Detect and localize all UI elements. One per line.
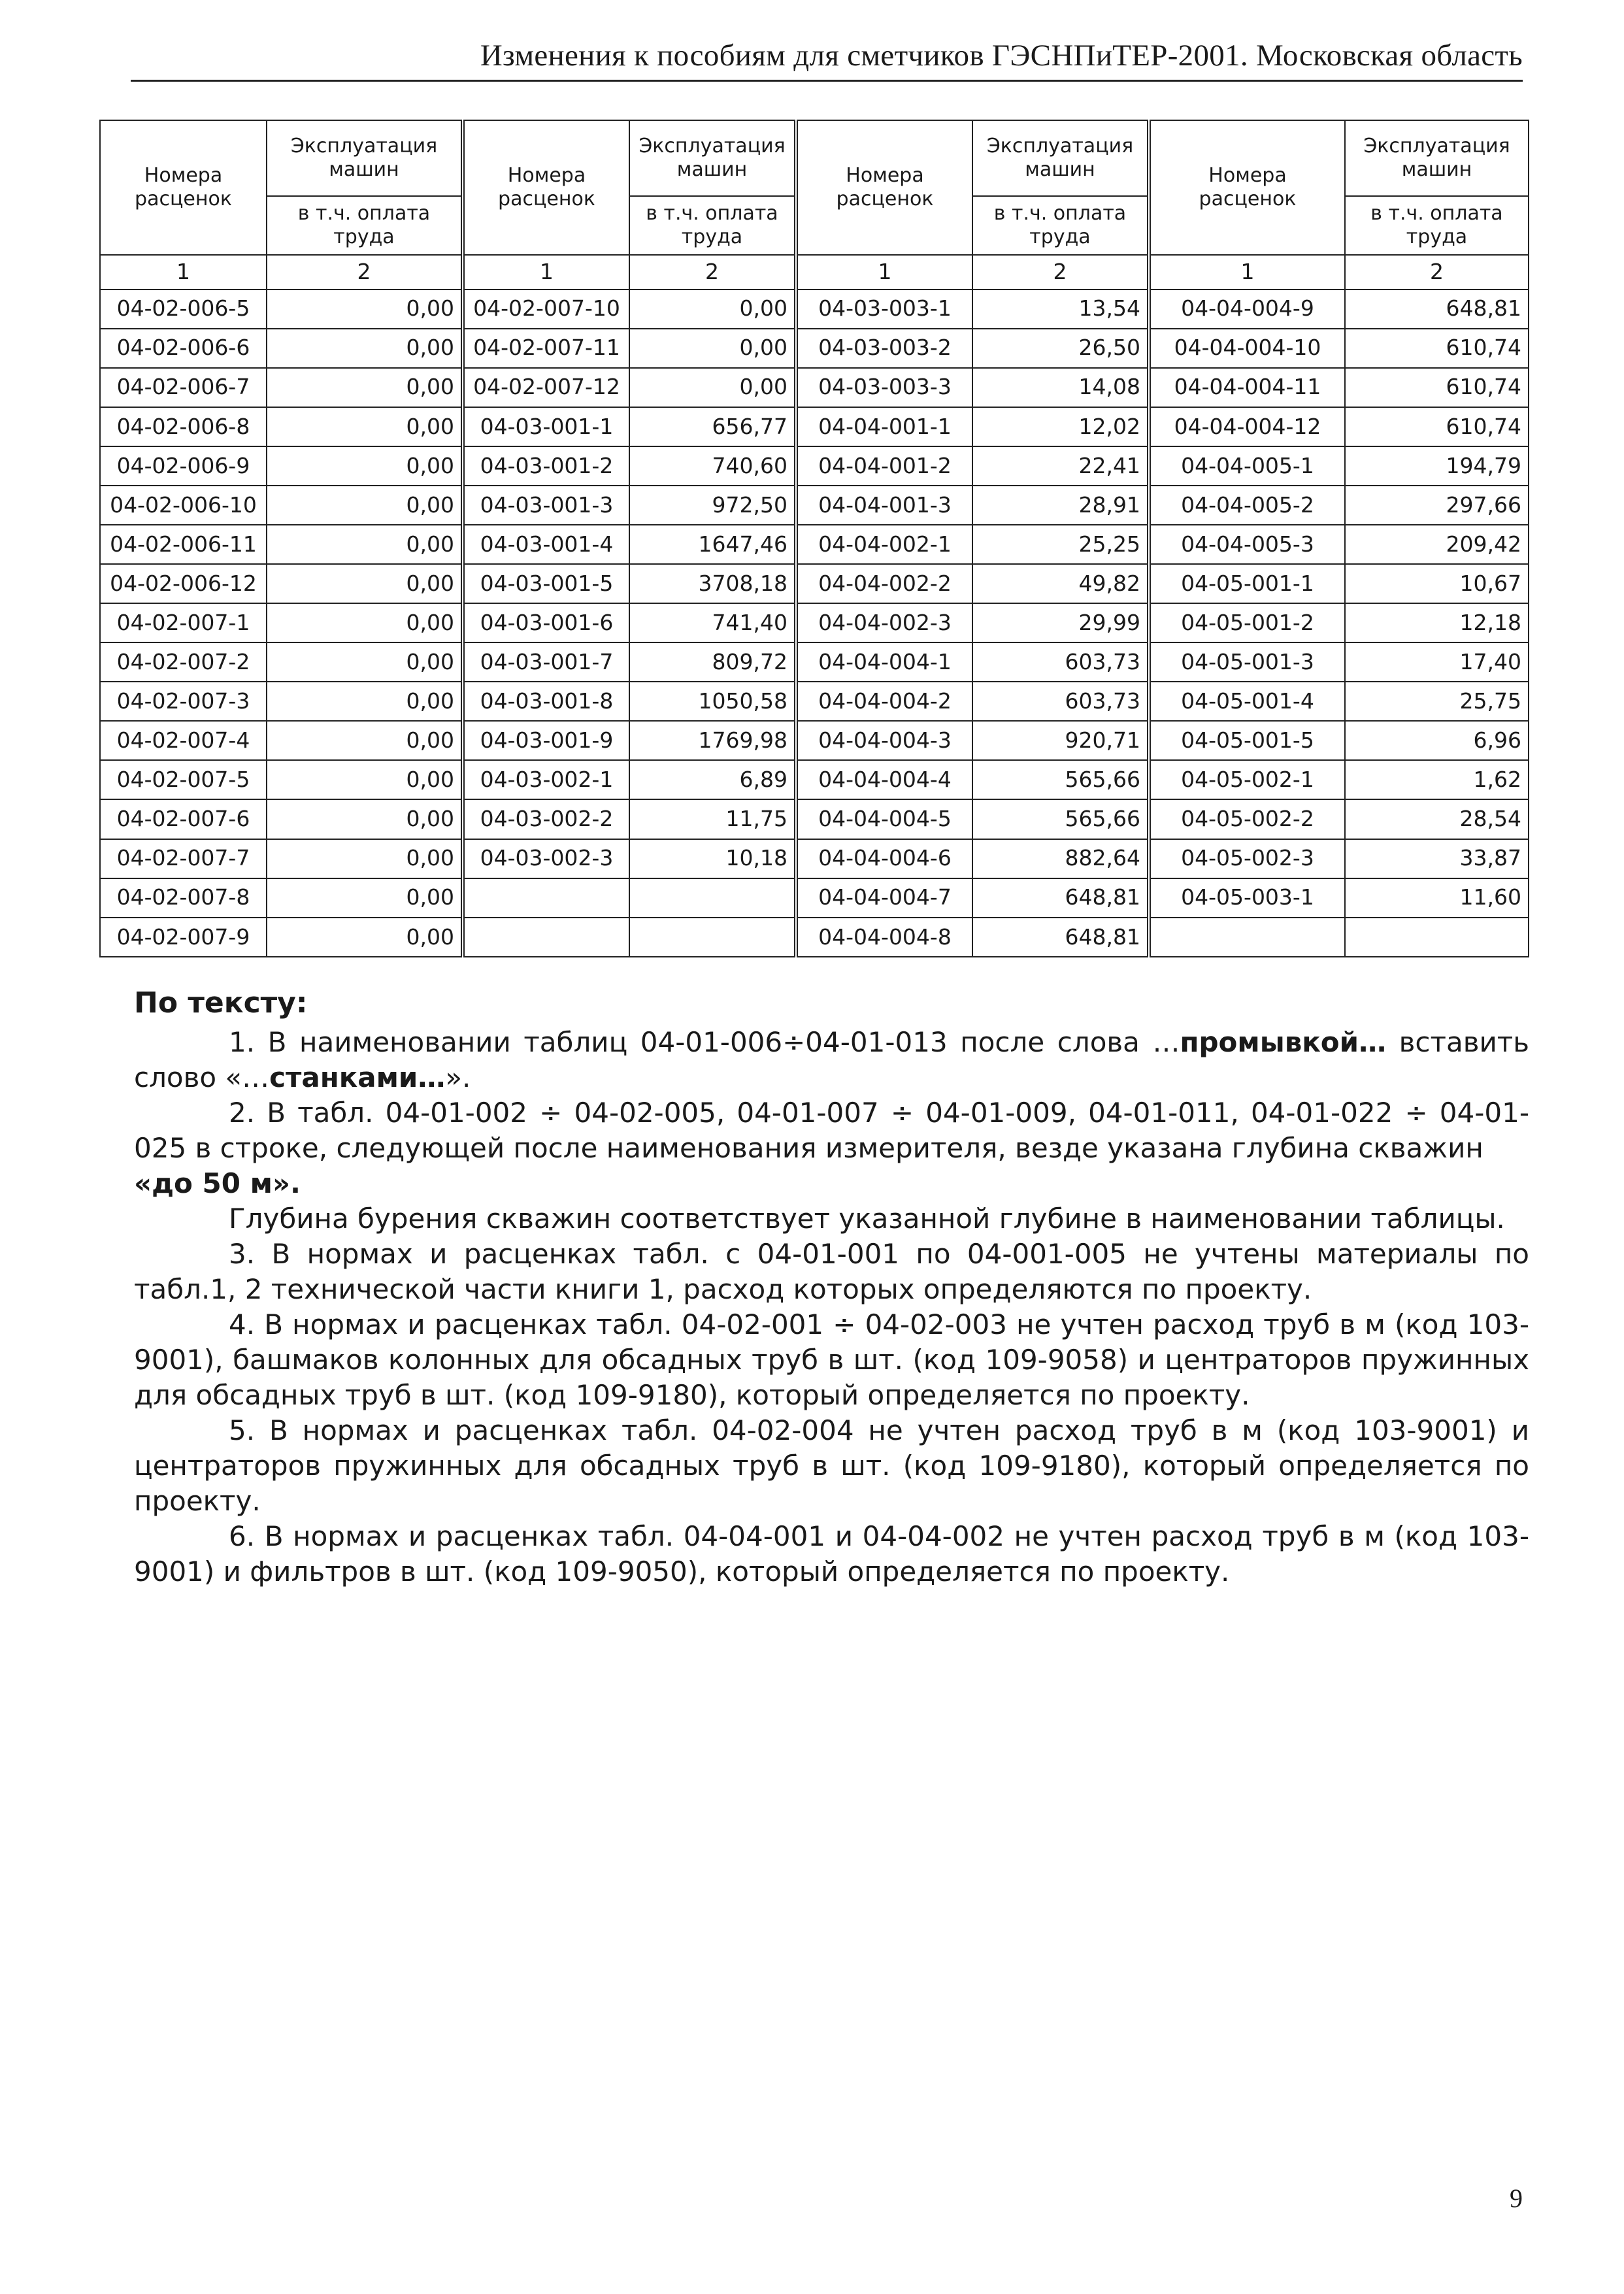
rate-code-cell: 04-04-004-3 [796,721,972,760]
rate-value-cell: 809,72 [629,642,796,682]
rate-code-cell: 04-02-007-6 [100,799,267,839]
rate-value-cell: 0,00 [267,918,463,957]
rate-value-cell: 0,00 [267,878,463,918]
rate-value-cell: 1,62 [1345,760,1529,799]
table-row [100,329,1529,368]
paragraph-5: 5. В нормах и расценках табл. 04-02-004 не учтен расход труб в м (код 103-9001) и центраторов пружинных для обсадных труб в шт. (код 109-9180), который определяется по проекту. [134,1414,1529,1517]
table-row [100,760,1529,799]
paragraph-6: 6. В нормах и расценках табл. 04-04-001 и 04-04-002 не учтен расход труб в м (код 103-9001) и фильтров в шт. (код 109-9050), который определяется по проекту. [134,1520,1529,1588]
rate-value-cell: 0,00 [267,486,463,525]
rate-value-cell: 603,73 [972,642,1149,682]
rate-value-cell: 882,64 [972,839,1149,878]
running-header: Изменения к пособиям для сметчиков ГЭСНПиТЕР-2001. Московская область [131,34,1523,82]
rate-value-cell: 12,18 [1345,603,1529,642]
rate-value-cell: 0,00 [267,760,463,799]
rate-value-cell: 28,91 [972,486,1149,525]
table-row [100,918,1529,957]
header-exploitation: Эксплуатация машин [267,120,463,196]
rate-code-cell: 04-05-002-3 [1149,839,1345,878]
table-row [100,721,1529,760]
rate-value-cell: 29,99 [972,603,1149,642]
rate-code-cell: 04-04-004-2 [796,682,972,721]
rate-value-cell: 11,75 [629,799,796,839]
rate-code-cell: 04-02-007-8 [100,878,267,918]
rate-code-cell: 04-02-007-9 [100,918,267,957]
rate-value-cell: 741,40 [629,603,796,642]
rate-value-cell: 1769,98 [629,721,796,760]
rate-value-cell: 25,25 [972,525,1149,564]
paragraph-2-note: Глубина бурения скважин соответствует указанной глубине в наименовании таблицы. [229,1203,1505,1235]
paragraph-1-bold-a: промывкой… [1180,1026,1387,1058]
rate-code-cell: 04-04-002-1 [796,525,972,564]
header-pay: в т.ч. оплата труда [1345,196,1529,256]
rate-code-cell: 04-05-001-1 [1149,564,1345,603]
rate-value-cell: 6,96 [1345,721,1529,760]
rate-code-cell: 04-03-001-9 [463,721,629,760]
rate-value-cell: 0,00 [267,368,463,407]
rate-value-cell: 656,77 [629,407,796,446]
header-pay: в т.ч. оплата труда [629,196,796,256]
rate-value-cell: 565,66 [972,760,1149,799]
rate-code-cell: 04-03-003-3 [796,368,972,407]
rate-value-cell: 565,66 [972,799,1149,839]
rate-code-cell: 04-02-007-3 [100,682,267,721]
rate-code-cell: 04-03-001-5 [463,564,629,603]
rate-value-cell: 6,89 [629,760,796,799]
column-number-row [100,255,1529,289]
rate-code-cell: 04-03-002-2 [463,799,629,839]
table-row [100,642,1529,682]
header-codes: Номера расценок [463,120,629,255]
rate-code-cell: 04-04-005-2 [1149,486,1345,525]
column-number: 2 [629,255,796,289]
rate-code-cell: 04-02-007-7 [100,839,267,878]
table-row [100,486,1529,525]
rate-value-cell: 603,73 [972,682,1149,721]
rate-code-cell [463,878,629,918]
paragraph-1 [134,1025,1529,1095]
rate-value-cell: 0,00 [267,603,463,642]
rate-code-cell: 04-02-007-4 [100,721,267,760]
rate-value-cell: 972,50 [629,486,796,525]
paragraph-3: 3. В нормах и расценках табл. с 04-01-001 по 04-001-005 не учтены материалы по табл.1, 2 технической части книги 1, расход которых определяются по проекту. [134,1238,1529,1305]
rate-code-cell: 04-03-001-8 [463,682,629,721]
rate-code-cell: 04-03-001-3 [463,486,629,525]
rate-code-cell: 04-04-004-8 [796,918,972,957]
rate-value-cell: 3708,18 [629,564,796,603]
column-number: 2 [267,255,463,289]
rate-code-cell: 04-04-004-6 [796,839,972,878]
rate-value-cell: 33,87 [1345,839,1529,878]
rate-value-cell: 0,00 [267,799,463,839]
rate-value-cell: 0,00 [629,290,796,329]
rate-value-cell: 648,81 [1345,290,1529,329]
column-number: 1 [100,255,267,289]
column-number: 1 [463,255,629,289]
rate-value-cell: 0,00 [267,682,463,721]
rate-code-cell: 04-04-004-7 [796,878,972,918]
rate-value-cell: 13,54 [972,290,1149,329]
rate-code-cell: 04-03-001-7 [463,642,629,682]
rate-code-cell: 04-04-005-3 [1149,525,1345,564]
rate-value-cell: 610,74 [1345,368,1529,407]
rate-value-cell: 0,00 [267,839,463,878]
column-number: 2 [972,255,1149,289]
paragraph-2-depth: «до 50 м». [134,1167,301,1199]
rate-value-cell: 610,74 [1345,407,1529,446]
table-row [100,799,1529,839]
rate-value-cell: 0,00 [267,290,463,329]
rate-value-cell [1345,918,1529,957]
header-exploitation: Эксплуатация машин [972,120,1149,196]
rate-code-cell: 04-02-007-2 [100,642,267,682]
paragraph-2: 2. В табл. 04-01-002 ÷ 04-02-005, 04-01-007 ÷ 04-01-009, 04-01-011, 04-01-022 ÷ 04-01-025 в строке, следующей после наименования измерителя, везде указана глубина скважин [134,1097,1529,1164]
section-heading: По тексту: [134,986,308,1020]
changes-text [134,986,1529,1589]
rate-code-cell: 04-02-006-9 [100,446,267,486]
rate-code-cell: 04-03-001-6 [463,603,629,642]
header-pay: в т.ч. оплата труда [267,196,463,256]
rate-value-cell: 1647,46 [629,525,796,564]
rate-value-cell: 0,00 [267,329,463,368]
rate-code-cell: 04-02-006-11 [100,525,267,564]
rate-code-cell: 04-04-001-1 [796,407,972,446]
rate-code-cell: 04-02-007-1 [100,603,267,642]
rate-code-cell: 04-03-001-1 [463,407,629,446]
rate-code-cell: 04-02-006-10 [100,486,267,525]
header-exploitation: Эксплуатация машин [629,120,796,196]
column-number: 1 [796,255,972,289]
rate-code-cell: 04-02-007-12 [463,368,629,407]
rate-value-cell: 28,54 [1345,799,1529,839]
rate-code-cell: 04-04-005-1 [1149,446,1345,486]
rate-value-cell: 920,71 [972,721,1149,760]
rate-value-cell: 17,40 [1345,642,1529,682]
rate-value-cell: 0,00 [267,721,463,760]
rate-value-cell: 194,79 [1345,446,1529,486]
rate-code-cell: 04-05-002-2 [1149,799,1345,839]
rate-code-cell: 04-03-003-1 [796,290,972,329]
rates-table [99,120,1529,957]
rate-code-cell: 04-04-004-10 [1149,329,1345,368]
header-codes: Номера расценок [796,120,972,255]
header-codes: Номера расценок [1149,120,1345,255]
rate-code-cell: 04-04-004-4 [796,760,972,799]
rate-code-cell: 04-02-006-6 [100,329,267,368]
rate-value-cell: 209,42 [1345,525,1529,564]
rate-value-cell: 22,41 [972,446,1149,486]
rate-value-cell: 648,81 [972,918,1149,957]
table-header-row [100,120,1529,196]
table-row [100,839,1529,878]
rate-code-cell: 04-04-004-1 [796,642,972,682]
rate-code-cell: 04-03-001-4 [463,525,629,564]
table-row [100,564,1529,603]
header-codes: Номера расценок [100,120,267,255]
table-row [100,368,1529,407]
rate-code-cell: 04-02-006-12 [100,564,267,603]
paragraph-1-bold-d: станками… [269,1061,446,1093]
rate-value-cell: 25,75 [1345,682,1529,721]
rate-value-cell [629,918,796,957]
rate-value-cell: 14,08 [972,368,1149,407]
rate-code-cell: 04-02-006-8 [100,407,267,446]
column-number: 2 [1345,255,1529,289]
table-row [100,446,1529,486]
paragraph-1-text-e: ». [445,1061,471,1093]
rate-value-cell: 1050,58 [629,682,796,721]
paragraph-4: 4. В нормах и расценках табл. 04-02-001 ÷ 04-02-003 не учтен расход труб в м (код 103-9001), башмаков колонных для обсадных труб в шт. (код 109-9058) и центраторов пружинных для обсадных труб в шт. (код 109-9180), который определяется по проекту. [134,1308,1529,1411]
rate-value-cell: 0,00 [629,368,796,407]
table-row [100,290,1529,329]
rate-value-cell: 297,66 [1345,486,1529,525]
rate-code-cell: 04-04-002-3 [796,603,972,642]
rate-code-cell: 04-03-002-3 [463,839,629,878]
rate-value-cell: 12,02 [972,407,1149,446]
rate-code-cell: 04-03-001-2 [463,446,629,486]
page-number: 9 [1510,2184,1523,2213]
rate-code-cell: 04-04-004-9 [1149,290,1345,329]
rate-code-cell: 04-02-007-5 [100,760,267,799]
rate-value-cell [629,878,796,918]
table-row [100,407,1529,446]
rate-value-cell: 740,60 [629,446,796,486]
paragraph-1-text-c: вставить слово «… [134,1026,1529,1093]
table-row [100,682,1529,721]
rate-code-cell: 04-05-001-4 [1149,682,1345,721]
rate-code-cell: 04-04-001-2 [796,446,972,486]
rate-code-cell: 04-04-001-3 [796,486,972,525]
rate-code-cell: 04-04-004-5 [796,799,972,839]
rate-code-cell: 04-04-004-12 [1149,407,1345,446]
rates-table-body [100,120,1529,957]
rate-code-cell: 04-05-001-5 [1149,721,1345,760]
rate-value-cell: 0,00 [629,329,796,368]
rate-value-cell: 10,67 [1345,564,1529,603]
table-row [100,603,1529,642]
rate-code-cell [1149,918,1345,957]
rate-value-cell: 0,00 [267,525,463,564]
rate-code-cell: 04-02-007-10 [463,290,629,329]
rate-value-cell: 0,00 [267,642,463,682]
rate-value-cell: 0,00 [267,564,463,603]
paragraph-1-text-a: 1. В наименовании таблиц 04-01-006÷04-01-013 после слова … [229,1026,1180,1058]
header-exploitation: Эксплуатация машин [1345,120,1529,196]
rate-value-cell: 0,00 [267,446,463,486]
rate-code-cell: 04-05-001-3 [1149,642,1345,682]
rate-value-cell: 10,18 [629,839,796,878]
rate-code-cell [463,918,629,957]
rate-code-cell: 04-05-002-1 [1149,760,1345,799]
rate-value-cell: 610,74 [1345,329,1529,368]
rate-value-cell: 648,81 [972,878,1149,918]
rate-code-cell: 04-02-006-7 [100,368,267,407]
rate-value-cell: 0,00 [267,407,463,446]
column-number: 1 [1149,255,1345,289]
table-row [100,878,1529,918]
rate-code-cell: 04-04-004-11 [1149,368,1345,407]
rate-code-cell: 04-05-001-2 [1149,603,1345,642]
rate-code-cell: 04-05-003-1 [1149,878,1345,918]
rate-code-cell: 04-03-002-1 [463,760,629,799]
rate-code-cell: 04-04-002-2 [796,564,972,603]
rate-code-cell: 04-02-006-5 [100,290,267,329]
header-pay: в т.ч. оплата труда [972,196,1149,256]
rate-value-cell: 26,50 [972,329,1149,368]
rate-code-cell: 04-03-003-2 [796,329,972,368]
table-row [100,525,1529,564]
rate-code-cell: 04-02-007-11 [463,329,629,368]
rate-value-cell: 49,82 [972,564,1149,603]
rate-value-cell: 11,60 [1345,878,1529,918]
